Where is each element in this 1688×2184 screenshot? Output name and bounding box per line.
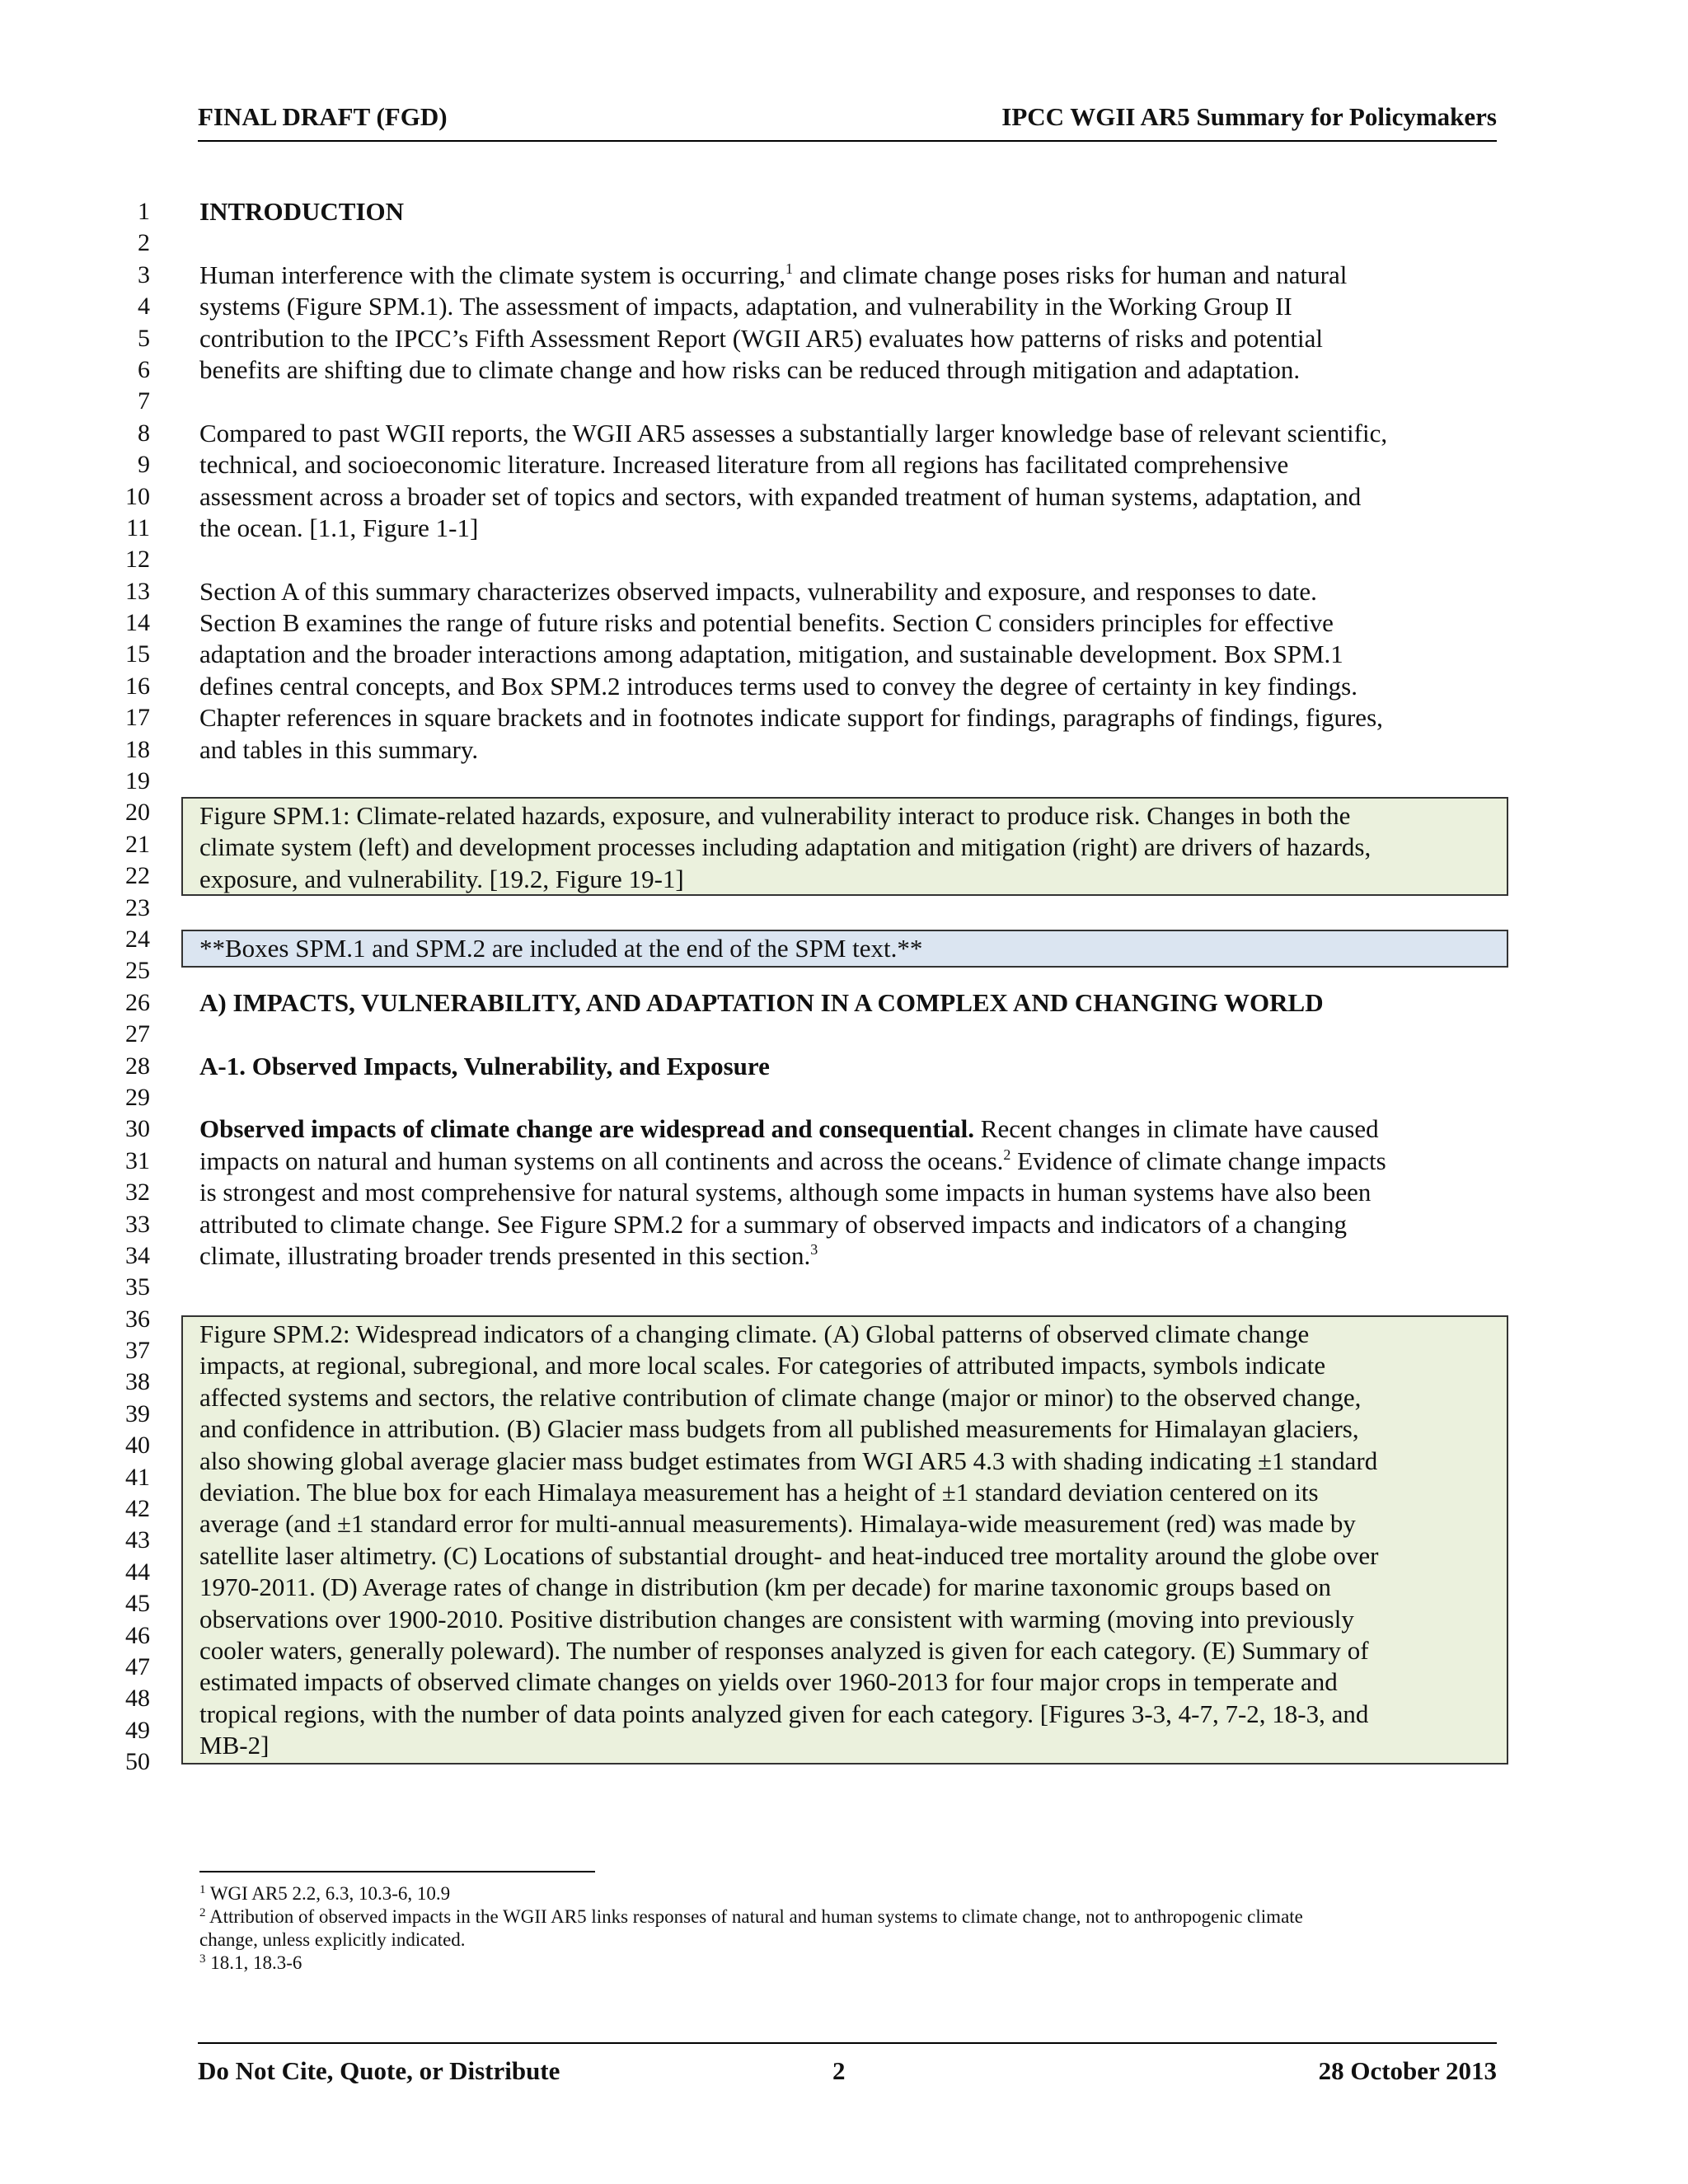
- line-number: 30: [125, 1115, 150, 1143]
- text: Recent changes in climate have caused: [974, 1114, 1379, 1144]
- footnote-2-cont: change, unless explicitly indicated.: [199, 1929, 466, 1950]
- text: climate, illustrating broader trends presented in this section.: [199, 1240, 811, 1270]
- line-number: 19: [125, 767, 150, 795]
- intro-p3-line: Section A of this summary characterizes observed impacts, vulnerability and exposure, and responses to date.: [199, 576, 1317, 606]
- text: Evidence of climate change impacts: [1010, 1146, 1386, 1175]
- intro-p3-line: Chapter references in square brackets and in footnotes indicate support for findings, paragraphs of findings, figures,: [199, 703, 1383, 733]
- line-number: 27: [125, 1020, 150, 1048]
- caption-line: estimated impacts of observed climate changes on yields over 1960-2013 for four major crops in temperate and: [199, 1667, 1338, 1697]
- footnote-number: 1: [199, 1883, 206, 1896]
- page-footer: [198, 2042, 1497, 2092]
- line-number: 39: [125, 1399, 150, 1427]
- line-number: 16: [125, 672, 150, 700]
- line-number: 37: [125, 1337, 150, 1365]
- caption-line: tropical regions, with the number of data points analyzed given for each category. [Figures 3-3, 4-7, 7-2, 18-3, and: [199, 1699, 1369, 1728]
- text: and climate change poses risks for human and natural: [793, 260, 1348, 289]
- line-number: 9: [138, 451, 150, 479]
- footer-date: 28 October 2013: [1318, 2056, 1497, 2085]
- line-number: 36: [125, 1305, 150, 1333]
- footnote-number: 3: [199, 1952, 206, 1966]
- footnotes: [199, 1882, 1502, 1975]
- footer-disclaimer: Do Not Cite, Quote, or Distribute: [198, 2056, 560, 2085]
- intro-p3-line: adaptation and the broader interactions among adaptation, mitigation, and sustainable development. Box SPM.1: [199, 640, 1343, 669]
- boxes-note-box: [181, 930, 1508, 968]
- footnote-1: [199, 1882, 1502, 1905]
- caption-line: also showing global average glacier mass budget estimates from WGI AR5 4.3 with shading indicating ±1 standard: [199, 1446, 1378, 1475]
- line-number: 50: [125, 1748, 150, 1776]
- line-number: 29: [125, 1083, 150, 1111]
- line-number: 34: [125, 1241, 150, 1269]
- line-number: 35: [125, 1273, 150, 1301]
- line-number: 10: [125, 482, 150, 510]
- line-number: 6: [138, 355, 150, 383]
- intro-p2-line: the ocean. [1.1, Figure 1-1]: [199, 513, 479, 542]
- blank-line: [199, 386, 1502, 417]
- section-a-p1-line: is strongest and most comprehensive for natural systems, although some impacts in human systems have also been: [199, 1178, 1372, 1207]
- intro-p1-line: contribution to the IPCC’s Fifth Assessment Report (WGII AR5) evaluates how patterns of risks and potential: [199, 323, 1323, 353]
- line-number: 8: [138, 419, 150, 447]
- caption-line: satellite laser altimetry. (C) Locations of substantial drought- and heat-induced tree mortality around the globe over: [199, 1540, 1379, 1570]
- line-number: 22: [125, 862, 150, 890]
- line-number: 33: [125, 1210, 150, 1238]
- line-number: 12: [125, 546, 150, 574]
- intro-p3-line: and tables in this summary.: [199, 734, 479, 764]
- blank-line: [199, 1019, 1502, 1050]
- intro-p2-line: technical, and socioeconomic literature. Increased literature from all regions has facilitated comprehensive: [199, 450, 1289, 480]
- line-number: 5: [138, 324, 150, 352]
- line-number: 41: [125, 1463, 150, 1491]
- line-number: 14: [125, 609, 150, 637]
- line-number: 24: [125, 925, 150, 953]
- section-a-heading: A) IMPACTS, VULNERABILITY, AND ADAPTATION IN A COMPLEX AND CHANGING WORLD: [199, 987, 1324, 1017]
- intro-p2-line: assessment across a broader set of topics and sectors, with expanded treatment of human systems, adaptation, and: [199, 481, 1362, 511]
- line-number: 15: [125, 640, 150, 668]
- text: Attribution of observed impacts in the WGII AR5 links responses of natural and human systems to climate change, not to anthropogenic climate: [205, 1906, 1303, 1927]
- intro-p1-line: benefits are shifting due to climate change and how risks can be reduced through mitigation and adaptation.: [199, 354, 1301, 384]
- footnote-number: 2: [199, 1906, 206, 1919]
- blank-line: [199, 766, 1502, 797]
- line-number: 11: [126, 513, 150, 541]
- line-number: 48: [125, 1685, 150, 1713]
- line-number: 1: [138, 198, 150, 225]
- blank-line: [199, 544, 1502, 575]
- footnote-ref: 1: [785, 260, 794, 277]
- line-number: 13: [125, 577, 150, 605]
- line-number: 31: [125, 1146, 150, 1174]
- line-number: 28: [125, 1052, 150, 1080]
- caption-line: affected systems and sectors, the relative contribution of climate change (major or minor) to the observed change,: [199, 1382, 1362, 1412]
- figure-spm2-caption-box: [181, 1315, 1508, 1765]
- section-a1-subheading: A-1. Observed Impacts, Vulnerability, and Exposure: [199, 1051, 770, 1080]
- key-finding: Observed impacts of climate change are widespread and consequential.: [199, 1114, 975, 1144]
- intro-p1-line: systems (Figure SPM.1). The assessment of impacts, adaptation, and vulnerability in the Working Group II: [199, 292, 1292, 321]
- caption-line: impacts, at regional, subregional, and more local scales. For categories of attributed impacts, symbols indicate: [199, 1351, 1326, 1380]
- figure-spm1-caption-box: [181, 797, 1508, 896]
- line-number: 23: [125, 893, 150, 921]
- intro-heading: INTRODUCTION: [199, 197, 405, 226]
- line-number: 44: [125, 1558, 150, 1586]
- caption-line: exposure, and vulnerability. [19.2, Figure 19-1]: [199, 864, 684, 893]
- line-number: 43: [125, 1526, 150, 1554]
- text: impacts on natural and human systems on all continents and across the oceans.: [199, 1146, 1004, 1175]
- intro-p3-line: defines central concepts, and Box SPM.2 introduces terms used to convey the degree of certainty in key findings.: [199, 671, 1357, 701]
- caption-line: and confidence in attribution. (B) Glacier mass budgets from all published measurements for Himalayan glaciers,: [199, 1414, 1359, 1444]
- line-number: 3: [138, 260, 150, 288]
- caption-line: Figure SPM.1: Climate-related hazards, exposure, and vulnerability interact to produce risk. Changes in both the: [199, 801, 1351, 830]
- caption-line: deviation. The blue box for each Himalaya measurement has a height of ±1 standard deviation centered on its: [199, 1477, 1319, 1507]
- blank-line: [199, 893, 1502, 924]
- line-number: 20: [125, 799, 150, 827]
- text: 18.1, 18.3-6: [205, 1952, 302, 1973]
- blank-line: [199, 1082, 1502, 1113]
- header-report-title: IPCC WGII AR5 Summary for Policymakers: [1001, 102, 1497, 131]
- line-number: 46: [125, 1621, 150, 1649]
- footnote-ref: 2: [1003, 1146, 1011, 1163]
- section-a-p1-line: [199, 1113, 1502, 1145]
- text: Human interference with the climate system is occurring,: [199, 260, 786, 289]
- intro-p2-line: Compared to past WGII reports, the WGII AR5 assesses a substantially larger knowledge base of relevant scientific,: [199, 418, 1388, 448]
- caption-line: Figure SPM.2: Widespread indicators of a changing climate. (A) Global patterns of observed climate change: [199, 1319, 1310, 1348]
- footnote-ref: 3: [810, 1240, 818, 1258]
- caption-line: climate system (left) and development processes including adaptation and mitigation (right) are drivers of hazards,: [199, 832, 1372, 862]
- document-body: [199, 196, 1502, 1272]
- line-number: 17: [125, 704, 150, 732]
- blank-line: [199, 227, 1502, 259]
- line-number: 42: [125, 1495, 150, 1523]
- intro-p3-line: Section B examines the range of future risks and potential benefits. Section C considers principles for effective: [199, 608, 1334, 638]
- section-a-p1-line: [199, 1240, 1502, 1272]
- line-number: 47: [125, 1652, 150, 1680]
- section-a-p1-line: attributed to climate change. See Figure SPM.2 for a summary of observed impacts and indicators of a changing: [199, 1209, 1348, 1239]
- line-number: 45: [125, 1590, 150, 1618]
- footnote-2: [199, 1905, 1502, 1929]
- page-header: [198, 99, 1497, 142]
- line-number: 7: [138, 387, 150, 415]
- line-number: 26: [125, 988, 150, 1016]
- line-number: 40: [125, 1432, 150, 1460]
- page-number: 2: [832, 2056, 846, 2085]
- caption-line: 1970-2011. (D) Average rates of change in distribution (km per decade) for marine taxonomic groups based on: [199, 1572, 1332, 1602]
- line-number: 4: [138, 293, 150, 321]
- line-number: 49: [125, 1716, 150, 1744]
- caption-line: average (and ±1 standard error for multi-annual measurements). Himalaya-wide measurement (red) was made by: [199, 1509, 1356, 1539]
- line-numbers: [99, 196, 150, 1779]
- boxes-note: **Boxes SPM.1 and SPM.2 are included at the end of the SPM text.**: [199, 934, 923, 963]
- line-number: 2: [138, 229, 150, 257]
- section-a-p1-line: [199, 1146, 1502, 1177]
- text: WGI AR5 2.2, 6.3, 10.3-6, 10.9: [205, 1883, 451, 1904]
- line-number: 21: [125, 830, 150, 858]
- line-number: 25: [125, 957, 150, 985]
- caption-line: cooler waters, generally poleward). The number of responses analyzed is given for each category. (E) Summary of: [199, 1635, 1369, 1665]
- line-number: 38: [125, 1368, 150, 1396]
- footnote-divider: [199, 1871, 595, 1872]
- line-number: 18: [125, 735, 150, 763]
- caption-line: observations over 1900-2010. Positive distribution changes are consistent with warming (moving into previously: [199, 1604, 1354, 1633]
- line-number: 32: [125, 1179, 150, 1207]
- footnote-3: [199, 1952, 1502, 1975]
- header-draft-label: FINAL DRAFT (FGD): [198, 102, 448, 131]
- intro-p1-line: [199, 260, 1502, 291]
- caption-line: MB-2]: [199, 1731, 270, 1760]
